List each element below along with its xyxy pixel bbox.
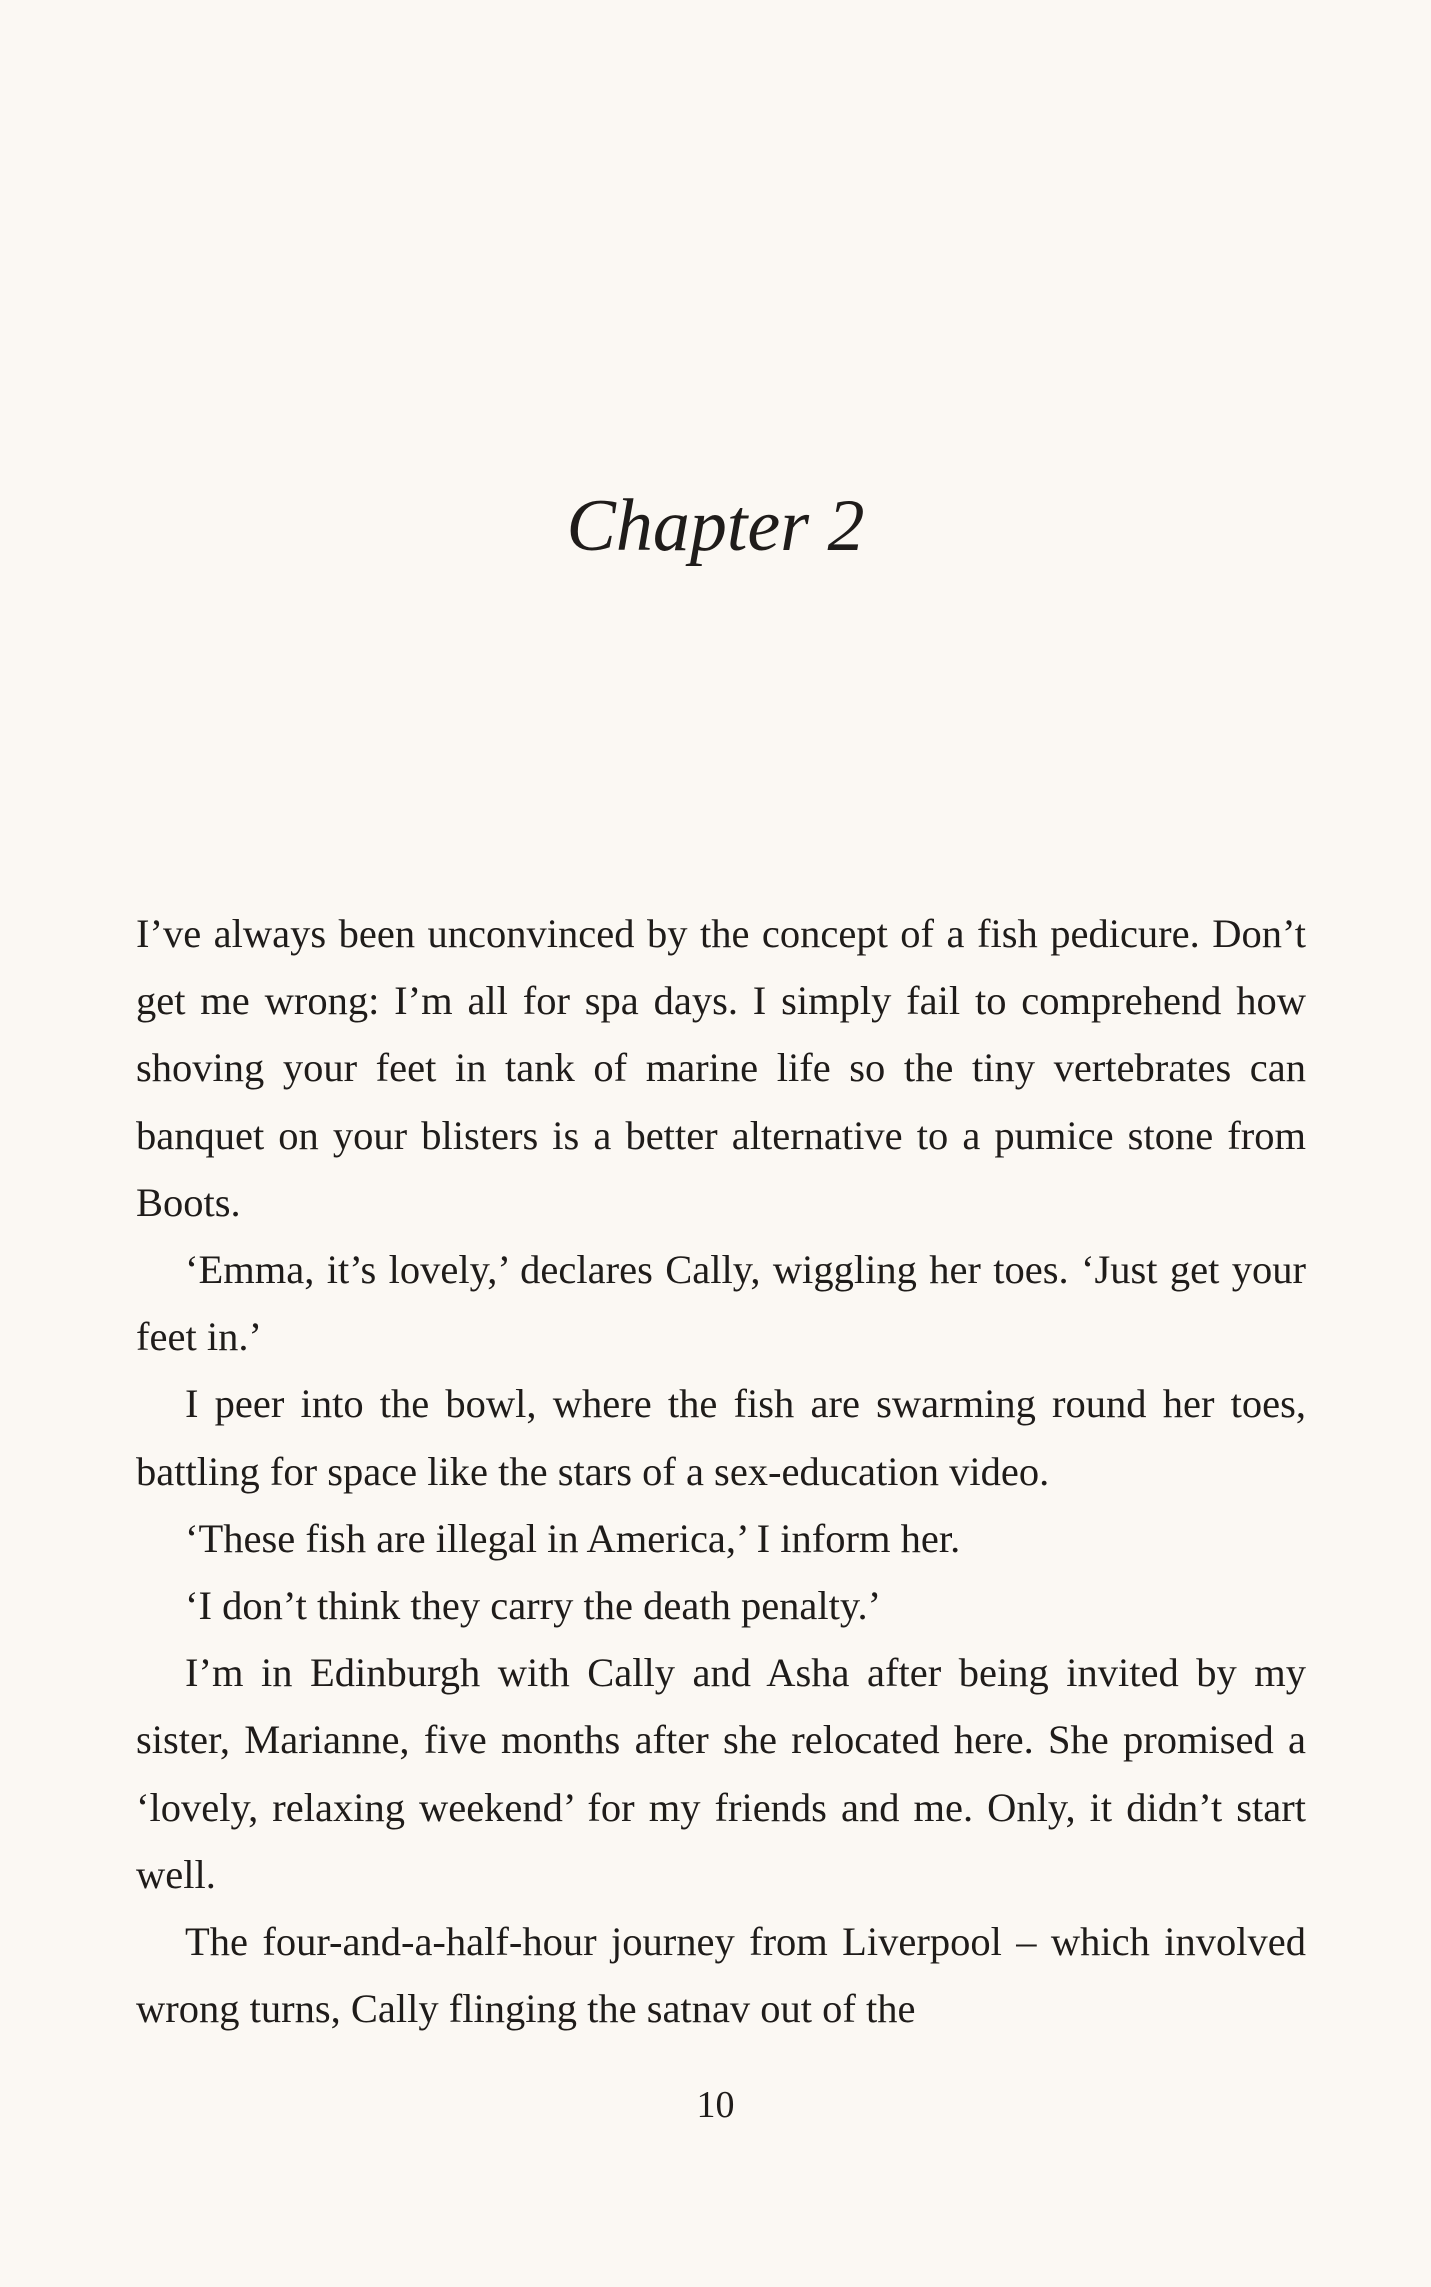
paragraph: I’ve always been unconvinced by the concept of a fish pedicure. Don’t get me wrong: I’m all for spa days. I simply fail to comprehend how shoving your feet in tank of marine life so the tiny vertebrates can banquet on your blisters is a better alternative to a pumice stone from Boots.	[136, 911, 1306, 1225]
paragraph: ‘I don’t think they carry the death penalty.’	[185, 1583, 882, 1629]
paragraph: ‘These fish are illegal in America,’ I inform her.	[185, 1515, 961, 1561]
paragraph: The four-and-a-half-hour journey from Liverpool – which involved wrong turns, Cally flinging the satnav out of the	[136, 1919, 1306, 2032]
body-text	[136, 900, 1306, 2042]
paragraph: I peer into the bowl, where the fish are swarming round her toes, battling for space like the stars of a sex-education video.	[136, 1381, 1306, 1494]
chapter-title: Chapter 2	[566, 485, 865, 567]
page-number: 10	[696, 2084, 735, 2126]
paragraph: I’m in Edinburgh with Cally and Asha after being invited by my sister, Marianne, five months after she relocated here. She promised a ‘lovely, relaxing weekend’ for my friends and me. Only, it didn’t start well.	[136, 1650, 1306, 1897]
paragraph: ‘Emma, it’s lovely,’ declares Cally, wiggling her toes. ‘Just get your feet in.’	[136, 1247, 1306, 1360]
